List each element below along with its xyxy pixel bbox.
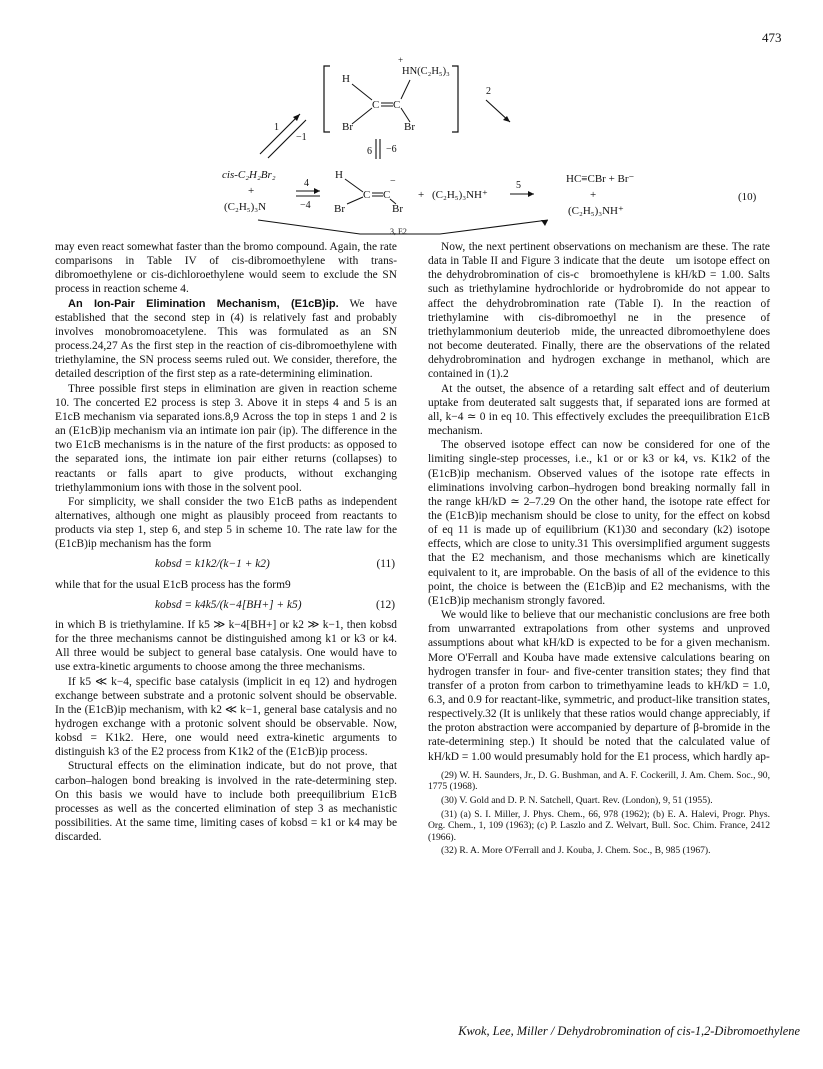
- equation-label: (10): [738, 191, 757, 203]
- equation-12-body: kobsd = k4k5/(k−4[BH+] + k5): [155, 598, 302, 611]
- section-heading: An Ion-Pair Elimination Mechanism, (E1cB)ip.: [68, 297, 339, 310]
- step-minus1: −1: [296, 132, 307, 143]
- right-paragraph-2: At the outset, the absence of a retarding salt effect and of deuterium uptake from deuterated salt suggests that, if separated ions are formed at all, k−4 ≃ 0 in eq 10. This effectively excludes the preequilibration E1cB mechanism.: [428, 382, 770, 438]
- left-paragraph-5: while that for the usual E1cB process has the form9: [55, 578, 291, 591]
- left-paragraph-7: If k5 ≪ k−4, specific base catalysis (implicit in eq 12) and hydrogen exchange between substrate and a protonic solvent should be observable. In the (E1cB)ip mechanism, with k2 ≪ k−1, general base catalysis and no hydrogen exchange with a protonic solvent should be observable. Now, kobsd = K1k2. Here, one would need extra-kinetic arguments to distinguish k3 of the E2 process from K1k2 of the (E1cB)ip process.: [55, 675, 397, 759]
- right-paragraph-3: The observed isotope effect can now be considered for one of the limiting single-step processes, i.e., k1 or or k3 or k4, vs. K1k2 of the (E1cB)ip mechanism. Observed values of the isotope rate effects in eliminations involving carbon–hydrogen bond breaking normally fall in the range kH/kD ≃ 2–7.29 On the other hand, the isotope rate effect for the (E1cB)ip mechanism should be close to unity, for the effect on kobsd of eq 11 is made up of equilibrium (K1)30 and secondary (k2) isotope effects, which are close to unity.31 This oversimplified argument suggests that the E2 mechanism, and those mechanisms which are kinetically equivalent to it, are improbable. On the basis of all of the evidence to this point, the choice is between the (E1cB)ip and E2 mechanisms, with the (E1cB)ip mechanism strongly favored.: [428, 439, 770, 607]
- left-paragraph-3: Three possible first steps in elimination are given in reaction scheme 10. The concerted E2 process is step 3. Above it in steps 4 and 5 is an E1cB mechanism via separated ions.8,9 Across the top in steps 1 and 2 is an (E1cB)ip mechanism via an intimate ion pair (ip). The difference in the two E1cB mechanisms is in the nature of the first products: as opposed to the separated ions, the intimate ion pair either returns (collapses) to reactants or falls apart to give products, without exchanging triethylammonium ions with those in the solvent pool.: [55, 382, 397, 494]
- equation-12: [55, 598, 397, 612]
- product-2: (C₂H₅)₃NH⁺: [568, 205, 624, 217]
- reactant-2: (C₂H₅)₃N: [224, 201, 267, 213]
- left-paragraph-2: [55, 297, 397, 382]
- reactant-plus: +: [248, 185, 255, 197]
- footnotes: [428, 770, 770, 857]
- equation-11-number: (11): [376, 558, 395, 571]
- footnote-29: (29) W. H. Saunders, Jr., D. G. Bushman, and A. F. Cockerill, J. Am. Chem. Soc., 90, 1775 (1968).: [428, 769, 770, 793]
- product-plus: +: [590, 189, 597, 201]
- top-br2: Br: [404, 121, 415, 133]
- step-1: 1: [274, 122, 279, 133]
- reaction-scheme: [0, 44, 823, 239]
- top-c2: C: [393, 99, 401, 111]
- page-number: 473: [762, 30, 782, 45]
- top-h: H: [342, 73, 350, 85]
- left-column: [55, 240, 397, 844]
- mid-br2: Br: [392, 203, 403, 215]
- svg-text:C: C: [363, 189, 371, 201]
- step-6: 6: [367, 146, 372, 157]
- step-2: 2: [486, 86, 491, 97]
- step-minus4: −4: [300, 200, 311, 211]
- reaction-scheme-diagram: [0, 44, 823, 239]
- footnote-30: (30) V. Gold and D. P. N. Satchell, Quart. Rev. (London), 9, 51 (1955).: [441, 794, 713, 806]
- step-minus6: −6: [386, 144, 397, 155]
- left-paragraph-4: For simplicity, we shall consider the two E1cB paths as independent alternatives, although one might as plausibly proceed from reactants to products via step 1, step 6, and step 5 in scheme 10. The rate law for the (E1cB)ip mechanism has the form: [55, 495, 397, 551]
- left-paragraph-6: in which B is triethylamine. If k5 ≫ k−4[BH+] or k2 ≫ k−1, then kobsd for the three mechanisms cannot be distinguished among k1 or k3 or k4. All three would be subject to general base catalysis. One would have to use extra-kinetic arguments to choose among the three mechanisms.: [55, 618, 397, 674]
- mid-ammonium: (C₂H₅)₃NH⁺: [432, 189, 488, 201]
- e2-label: 3, E2: [390, 227, 407, 236]
- right-column: [428, 240, 770, 859]
- top-c1: C: [372, 99, 380, 111]
- reactant-1: cis-C₂H₂Br₂: [222, 169, 276, 181]
- equation-11-body: kobsd = k1k2/(k−1 + k2): [155, 558, 270, 571]
- top-br1: Br: [342, 121, 353, 133]
- mid-h: H: [335, 169, 343, 181]
- step-4: 4: [304, 178, 309, 189]
- equation-11: [55, 557, 397, 571]
- svg-text:−: −: [390, 176, 396, 187]
- footnote-31: (31) (a) S. I. Miller, J. Phys. Chem., 66, 978 (1962); (b) E. A. Halevi, Progr. Phys. Org. Chem., 1, 109 (1963); (c) P. Laszlo and Z. Welvart, Bull. Soc. Chim. France, 2412 (1966).: [428, 808, 770, 843]
- top-plus: +: [398, 55, 404, 65]
- left-paragraph-1: may even react somewhat faster than the bromo compound. Again, the rate comparisons in Table IV of cis-dibromoethylene with trans-dibromoethylene or cis-dichloroethylene would seem to exclude the SN process in reaction scheme 4.: [55, 241, 397, 296]
- step-5: 5: [516, 180, 521, 191]
- equation-12-number: (12): [376, 598, 395, 611]
- running-footer: Kwok, Lee, Miller / Dehydrobromination of cis-1,2-Dibromoethylene: [458, 1024, 800, 1038]
- svg-text:C: C: [383, 189, 391, 201]
- left-paragraph-2-text: We have established that the second step in (4) is relatively fast and probably involves monobromoacetylene. This was formulated as an SN process.24,27 As the first step in the reaction of cis-dibromoethylene with triethylamine, the SN process seems ruled out. We consider, therefore, the detailed description of the first step as a rate-determining elimination.: [55, 297, 397, 381]
- top-amine: HN(C₂H₅)₃: [402, 66, 450, 77]
- right-paragraph-4: We would like to believe that our mechanistic conclusions are free both from unwarranted extrapolations from other systems and unproved assumptions about what kH/kD is expected to be for a given mechanism. More O'Ferrall and Kouba have made extensive calculations bearing on hydrogen transfer in four- and five-center transition states; they find that transfer of a proton from carbon to trimethyamine leads to kH/kD = 1.0, 6.3, and 0.9 for reactant-like, symmetric, and product-like transition states, respectively.32 (It is unlikely that these ratios would change appreciably, if the proton abstraction were accompanied by departure of β-bromide in the rate-determining step.) It should be noted that the calculated value of kH/kD = 1.00 would presumably hold for the E1 process, which hardly ap-: [428, 609, 770, 763]
- footnote-32: (32) R. A. More O'Ferrall and J. Kouba, J. Chem. Soc., B, 985 (1967).: [441, 845, 711, 857]
- right-paragraph-1: Now, the next pertinent observations on mechanism are these. The rate data in Table II and Figure 3 indicate that the deute um isotope effect on the dehydrobromination of cis-c bromoethylene is kH/kD = 1.00. Salts such as triethylamine hydrochloride or hydrobromide do not appear to affect the dehydrobromination rate (Table I). In the reaction of triethylamine with cis-dibromoethyl ne in the presence of triethylammonium deuteriob mide, the unreacted dibromoethylene does not become deuterated. Finally, there are the observations of the related dehydrobromination and hydrogen exchange in methanol, which are contained in (1).2: [428, 241, 770, 381]
- mid-plus: +: [418, 189, 425, 201]
- left-paragraph-8: Structural effects on the elimination indicate, but do not prove, that carbon–halogen bond breaking is involved in the rate-determining step. On this basis we would have to include both preequilibrium E1cB processes as well as the concerted elimination of step 3 as mechanistic possibilities. At the same time, limiting cases of kobsd = k1 or k4 may be discarded.: [55, 760, 397, 844]
- mid-br1: Br: [334, 203, 345, 215]
- bracket-left: [324, 66, 330, 132]
- bracket-right: [452, 66, 458, 132]
- product-1: HC≡CBr + Br⁻: [566, 173, 635, 185]
